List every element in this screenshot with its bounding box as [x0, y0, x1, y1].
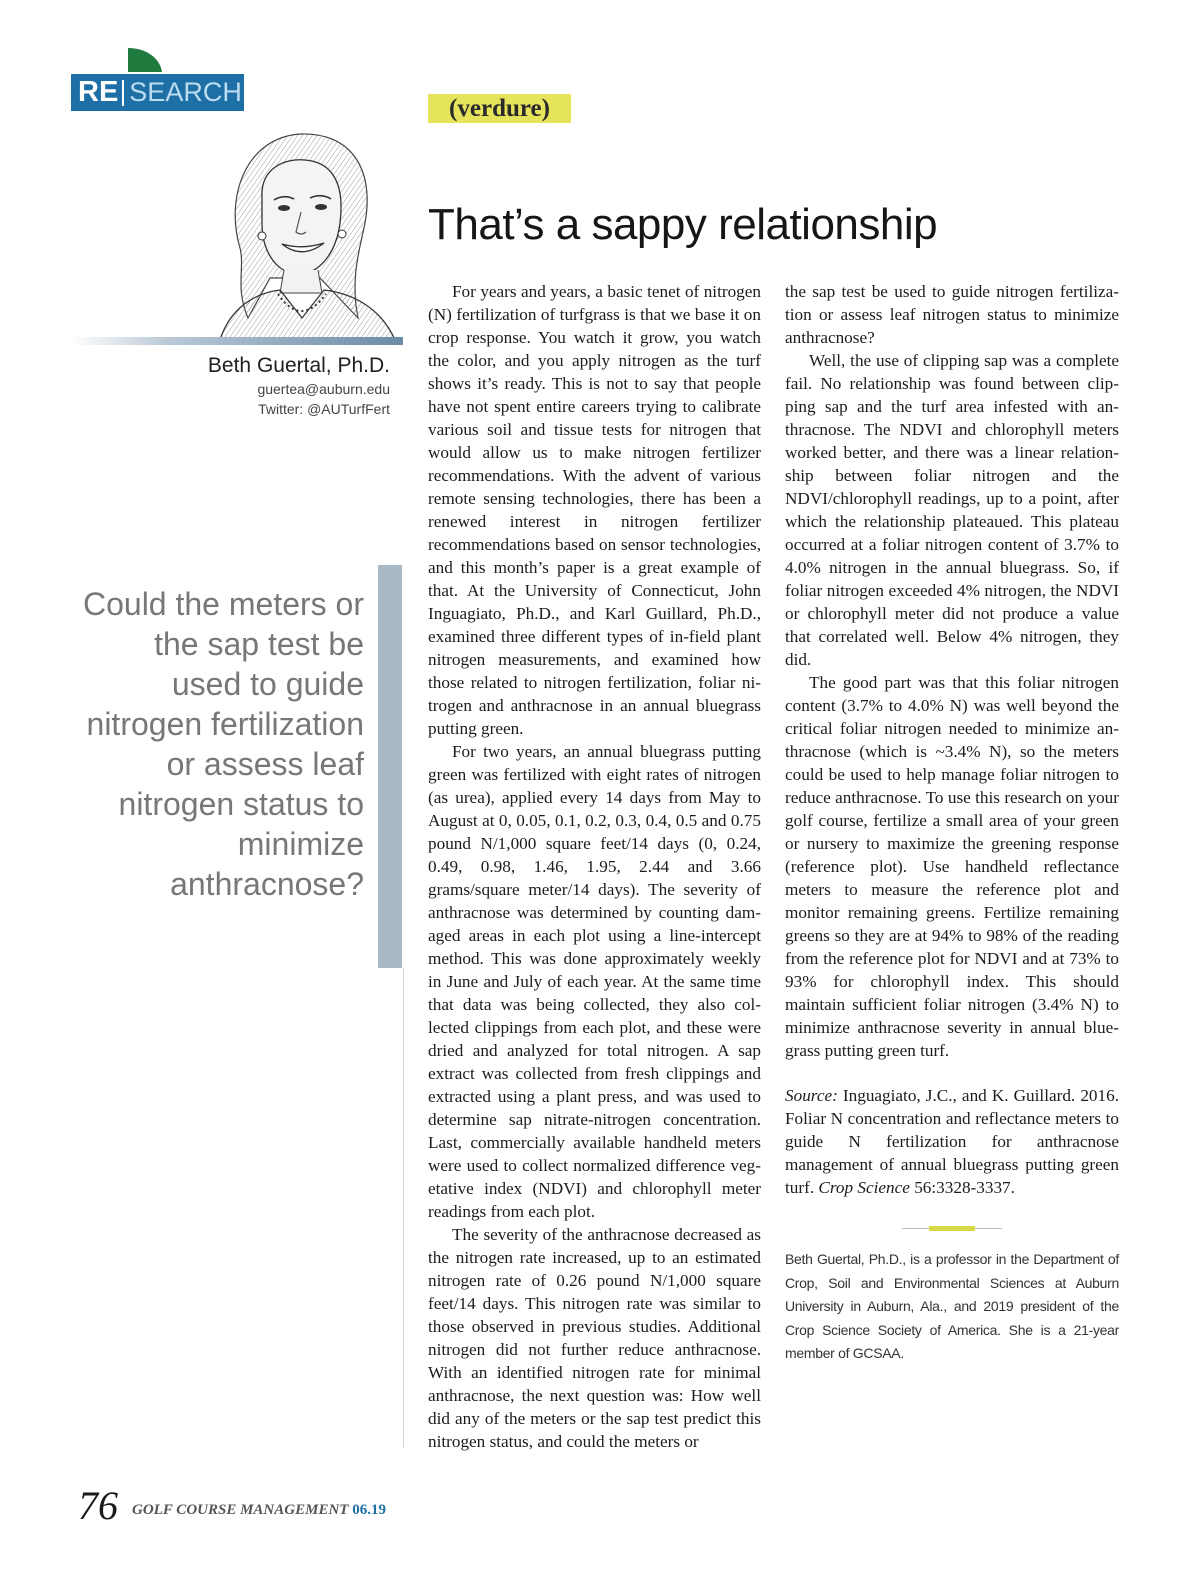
body-paragraph: The good part was that this foliar nitrogen content (3.7% to 4.0% N) was well beyond the critical foliar nitrogen needed to minimize anthracnose (which is ~3.4% N), so the meters could be used to help manage foliar nitrogen to reduce anthracnose. To use this research on your golf course, fertilize a small area of your green or nursery to maximize the greening response (reference plot). Use handheld reflectance meters to measure the reference plot and monitor remaining greens. Fertilize remaining greens so they are at 94% to 98% of the reading from the reference plot for NDVI and at 73% to 93% for chlorophyll index. This should maintain sufficient foliar nitrogen (3.4% N) to minimize anthracnose severity in annual bluegrass putting green turf.: [785, 673, 1119, 1060]
portrait-underline-bar: [70, 337, 403, 345]
body-column-2: [785, 280, 1119, 1199]
author-portrait: [200, 128, 405, 340]
author-twitter: Twitter: @AUTurfFert: [258, 401, 390, 417]
end-divider-accent: [929, 1226, 975, 1231]
author-bio: Beth Guertal, Ph.D., is a professor in the Department of Crop, Soil and Environmental Sciences at Auburn University in Auburn, Ala., and 2019 president of the Crop Science Society of America. She is a 21-year member of GCSAA.: [785, 1251, 1119, 1361]
column-rule: [403, 968, 404, 1448]
body-paragraph: the sap test be used to guide nitrogen fertilization or assess leaf nitrogen status to minimize anthracnose?: [785, 282, 1119, 347]
source-citation: [785, 1084, 1119, 1199]
pull-quote-bar: [378, 565, 402, 968]
source-pages: 56:3328-3337.: [909, 1178, 1015, 1197]
footer-issue: 06.19: [352, 1502, 386, 1518]
author-email: guertea@auburn.edu: [257, 381, 390, 397]
logo-separator: [122, 80, 124, 106]
headline: That’s a sappy relationship: [428, 200, 938, 249]
research-logo: [71, 74, 244, 111]
body-column-1: [428, 280, 761, 1453]
logo-text-re: RE: [78, 76, 119, 108]
author-name: Beth Guertal, Ph.D.: [207, 354, 390, 377]
body-paragraph: The severity of the anthracnose decreased as the nitrogen rate increased, up to an estimated nitrogen rate of 0.26 pound N/1,000 square feet/14 days. This nitrogen rate was similar to those observed in previous studies. Additional nitrogen did not further reduce anthracnose. With an identified nitrogen rate for minimal anthracnose, the next question was: How well did any of the meters or the sap test predict this nitrogen status, and could the meters or: [428, 1225, 761, 1451]
logo-flag-shape: [128, 48, 162, 72]
section-tag: (verdure): [428, 94, 571, 123]
body-paragraph: Well, the use of clipping sap was a complete fail. No relationship was found between clipping sap and the turf area infested with anthracnose. The NDVI and chlorophyll meters worked better, and there was a linear relationship between foliar nitrogen and the NDVI/chlorophyll readings, up to a point, after which the relationship plateaued. This plateau occurred at a foliar nitrogen content of 3.7% to 4.0% nitrogen in the annual bluegrass. So, if foliar nitrogen exceeded 4% nitrogen, the NDVI or chlorophyll meter did not produce a value that correlated well. Below 4% nitrogen, they did.: [785, 351, 1119, 669]
body-paragraph: For two years, an annual bluegrass putting green was fertilized with eight rates of nitrogen (as urea), applied every 14 days from May to August at 0, 0.05, 0.1, 0.2, 0.3, 0.4, 0.5 and 0.75 pound N/1,000 square feet/14 days (0, 0.24, 0.49, 0.98, 1.46, 1.95, 2.44 and 3.66 grams/square meter/14 days). The severity of anthracnose was determined by counting damaged areas in each plot using a line-intercept method. This was done approximately weekly in June and July of each year. At the same time that data was being collected, they also collected clippings from each plot, and these were dried and analyzed for total nitrogen. A sap extract was collected from fresh clippings and extracted using a plant press, and was used to determine sap nitrate-nitrogen concentration. Last, commercially available handheld meters were used to collect normalized difference vegetative index (NDVI) and chlorophyll meter readings from each plot.: [428, 742, 761, 1221]
source-text: Inguagiato, J.C., and K. Guillard. 2016. Foliar N concentration and reflectance meters to guide N fertilization for anthracnose management of annual bluegrass putting green turf.: [785, 1086, 1119, 1197]
source-journal: Crop Science: [818, 1178, 910, 1197]
footer-magazine-name: GOLF COURSE MANAGEMENT: [132, 1502, 349, 1518]
page-number: 76: [78, 1483, 118, 1528]
footer-publication: [132, 1502, 386, 1519]
body-paragraph: For years and years, a basic tenet of nitrogen (N) fertilization of turfgrass is that we base it on crop response. You watch it grow, you watch the color, and you apply nitrogen as the turf shows it’s ready. This is not to say that people have not spent entire careers trying to calibrate various soil and tissue tests for nitrogen that would allow us to make nitrogen fertilizer recommendations. With the advent of various remote sensing technologies, there has been a renewed interest in nitrogen fertilizer recommendations based on sensor technologies, and this month’s paper is a great example of that. At the University of Connecticut, John Inguagiato, Ph.D., and Karl Guillard, Ph.D., examined three different types of in-field plant nitrogen measurements, and examined how those related to nitrogen fertilization, foliar nitrogen and anthracnose in an annual bluegrass putting green.: [428, 282, 761, 738]
source-label: Source:: [785, 1086, 838, 1105]
pull-quote: Could the meters or the sap test be used to guide nitrogen fertilization or assess leaf nitrogen status to minimize anthracnose?: [82, 586, 364, 902]
logo-text-search: SEARCH: [129, 77, 242, 107]
